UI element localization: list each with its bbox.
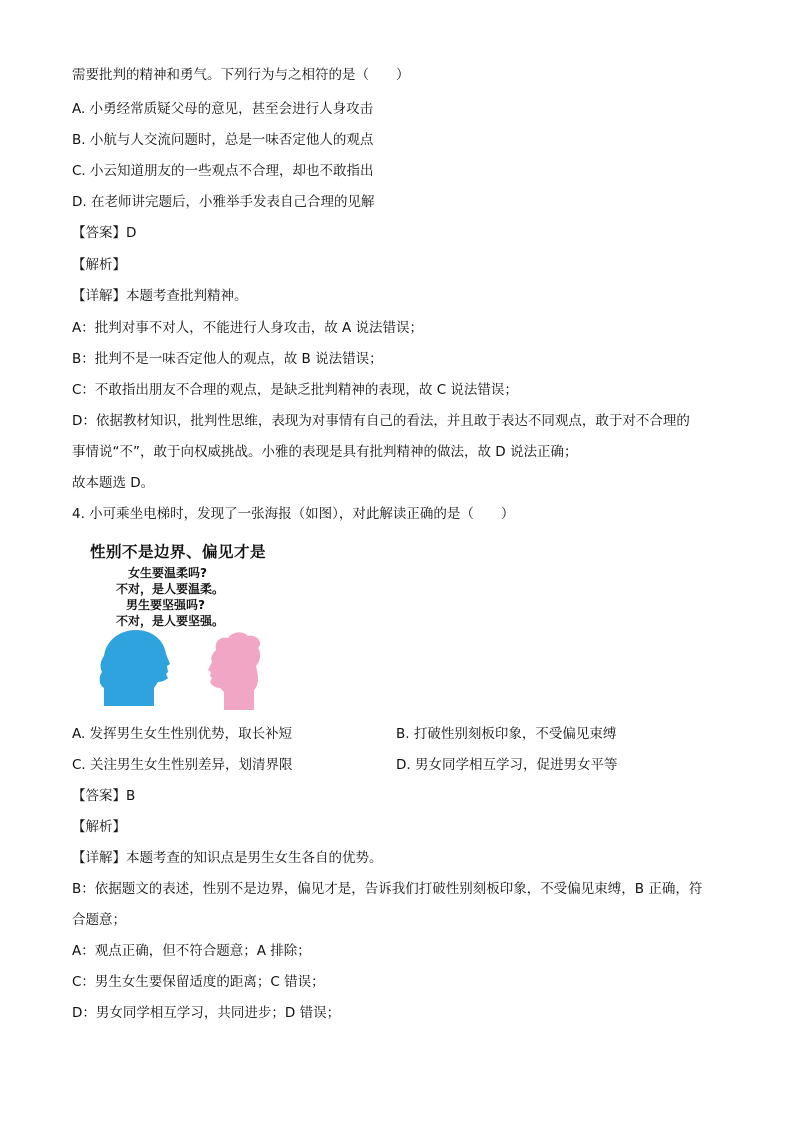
q4-detail-b: B：依据题文的表述，性别不是边界，偏见才是，告诉我们打破性别刻板印象，不受偏见束缚，B 正确，符 [72,881,703,897]
male-head-icon [100,630,170,706]
q4-detail-b-cont: 合题意； [72,912,126,928]
q4-detail-heading: 【详解】本题考查的知识点是男生女生各自的优势。 [72,850,383,866]
q3-detail-a: A：批判对事不对人，不能进行人身攻击，故 A 说法错误； [72,320,424,336]
q3-detail-c: C：不敢指出朋友不合理的观点，是缺乏批判精神的表现，故 C 说法错误； [72,382,518,398]
head-silhouettes [96,626,266,710]
poster-line-1: 女生要温柔吗? [128,566,207,580]
q4-detail-a: A：观点正确，但不符合题意；A 排除； [72,943,311,959]
q4-option-c: C. 关注男生女生性别差异，划清界限 [72,757,293,773]
q3-conclusion: 故本题选 D。 [72,475,155,491]
q3-stem: 需要批判的精神和勇气。下列行为与之相符的是（ ） [72,67,410,83]
q4-option-d: D. 男女同学相互学习，促进男女平等 [396,757,618,773]
q4-detail-d: D：男女同学相互学习，共同进步；D 错误； [72,1005,341,1021]
q3-detail-b: B：批判不是一味否定他人的观点，故 B 说法错误； [72,351,383,367]
q4-detail-c: C：男生女生要保留适度的距离；C 错误； [72,974,325,990]
q3-option-d: D. 在老师讲完题后，小雅举手发表自己合理的见解 [72,194,375,210]
q3-option-b: B. 小航与人交流问题时，总是一味否定他人的观点 [72,132,374,148]
poster-line-4: 不对，是人要坚强。 [116,614,225,628]
gender-poster [90,540,290,710]
q3-detail-heading: 【详解】本题考查批判精神。 [72,288,248,304]
q3-option-a: A. 小勇经常质疑父母的意见，甚至会进行人身攻击 [72,101,374,117]
q4-analysis-label: 【解析】 [72,819,126,835]
q4-option-a: A. 发挥男生女生性别优势，取长补短 [72,726,293,742]
q4-answer: 【答案】B [72,788,136,804]
q4-stem: 4. 小可乘坐电梯时，发现了一张海报（如图），对此解读正确的是（ ） [72,506,515,522]
q4-option-b: B. 打破性别刻板印象，不受偏见束缚 [396,726,617,742]
q3-detail-d: D：依据教材知识，批判性思维，表现为对事情有自己的看法，并且敢于表达不同观点，敢于对不合理的 [72,413,690,429]
poster-line-3: 男生要坚强吗? [126,598,205,612]
q3-answer: 【答案】D [72,225,137,241]
q3-option-c: C. 小云知道朋友的一些观点不合理，却也不敢指出 [72,163,374,179]
q3-detail-d-cont: 事情说“不”，敢于向权威挑战。小雅的表现是具有批判精神的做法，故 D 说法正确； [72,444,578,460]
poster-title: 性别不是边界、偏见才是 [90,543,267,561]
q3-analysis-label: 【解析】 [72,257,126,273]
poster-line-2: 不对，是人要温柔。 [116,582,225,596]
female-head-icon [208,632,260,710]
